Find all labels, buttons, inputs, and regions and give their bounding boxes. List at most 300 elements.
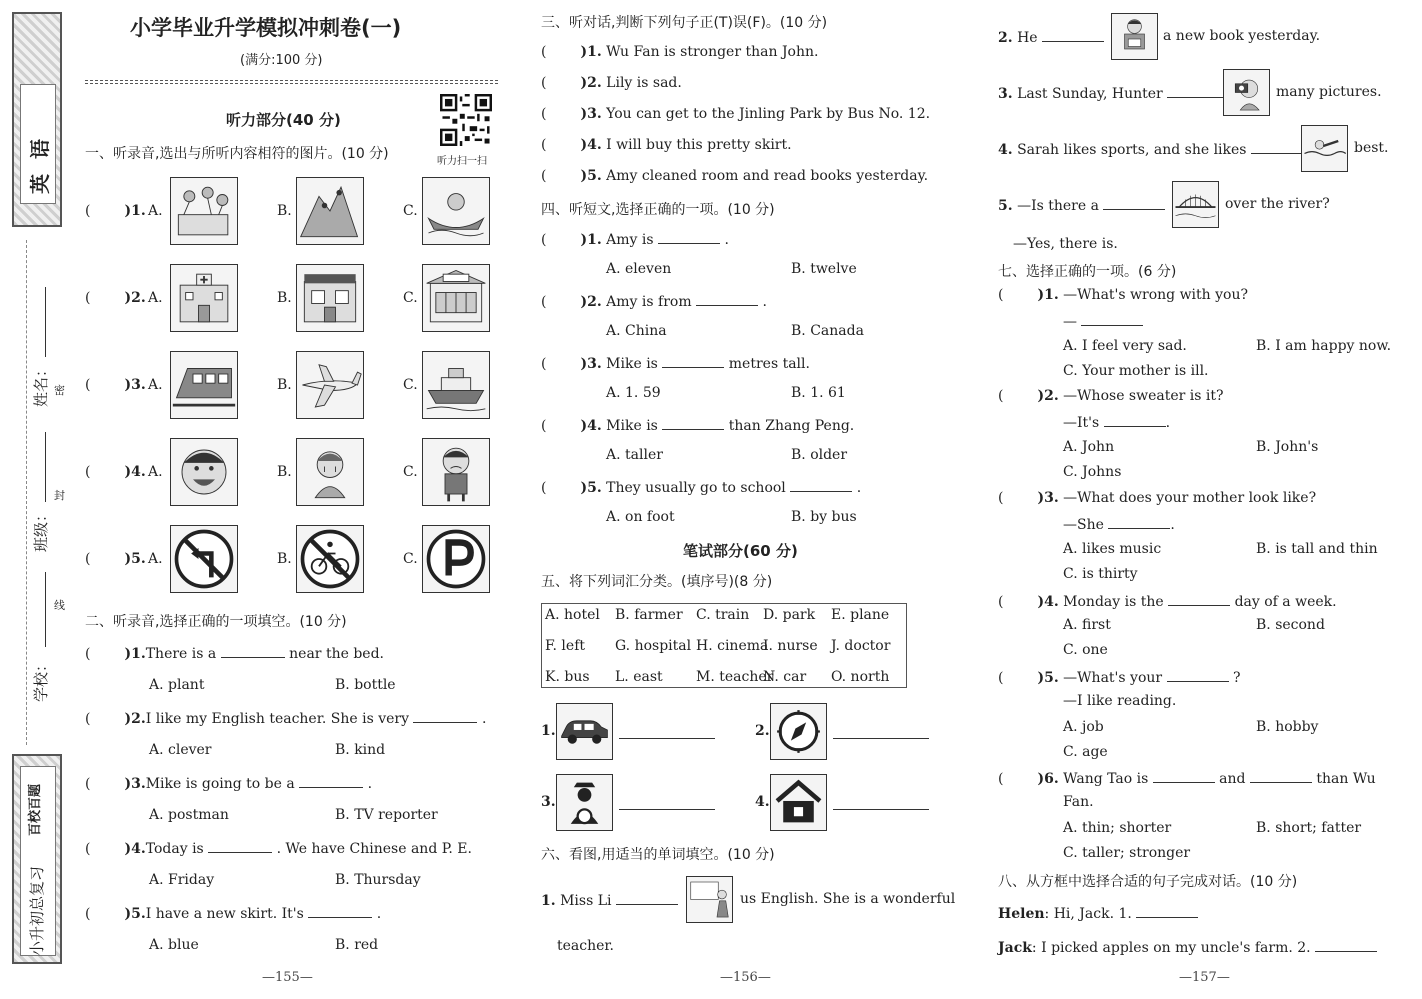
no-bicycle-icon[interactable] bbox=[296, 525, 364, 593]
answer-blank[interactable] bbox=[1108, 515, 1170, 529]
part7-question-5 bbox=[998, 668, 1241, 686]
part4-question-1 bbox=[541, 230, 729, 248]
vocab-word: E. plane bbox=[831, 607, 890, 623]
option-c[interactable]: C. Johns bbox=[1063, 464, 1122, 480]
part2-question-5 bbox=[85, 904, 381, 922]
question-text: I like my English teacher. She is very bbox=[145, 711, 410, 727]
option-label: C. bbox=[403, 551, 418, 567]
answer-prompt: Fan. bbox=[1063, 794, 1094, 810]
no-left-turn-icon[interactable] bbox=[170, 525, 238, 593]
option-a[interactable]: A. I feel very sad. bbox=[1063, 338, 1187, 354]
option-b[interactable]: B. John's bbox=[1256, 439, 1319, 455]
option-label: B. bbox=[277, 377, 292, 393]
option-b[interactable]: B. Canada bbox=[791, 323, 864, 339]
page-number-155: —155— bbox=[262, 970, 313, 985]
option-b[interactable]: B. twelve bbox=[791, 261, 857, 277]
question-second-line bbox=[1063, 413, 1170, 431]
car-icon bbox=[556, 703, 613, 760]
part3-question-5 bbox=[541, 168, 928, 184]
part4-question-3 bbox=[541, 354, 810, 372]
question-text-end: . bbox=[481, 711, 487, 727]
plane-icon[interactable] bbox=[296, 351, 364, 419]
classroom-icon[interactable] bbox=[170, 177, 238, 245]
question-text: —Whose sweater is it? bbox=[1063, 388, 1224, 404]
part1-question-2 bbox=[85, 290, 146, 306]
question-text-end: than Wu bbox=[1316, 771, 1376, 787]
question-text: Last Sunday, Hunter bbox=[1017, 86, 1163, 102]
question-text-end: than Zhang Peng. bbox=[728, 418, 855, 434]
question-text: I have a new skirt. It's bbox=[145, 906, 304, 922]
question-text-end: . We have Chinese and P. E. bbox=[276, 841, 472, 857]
seal-mark-1: 密 bbox=[54, 384, 65, 397]
part6-question-2 bbox=[998, 28, 1104, 46]
question-text: Amy is bbox=[606, 232, 654, 248]
question-text-end: ? bbox=[1233, 670, 1241, 686]
answer-paren[interactable]: ( bbox=[85, 841, 91, 857]
question-text: Today is bbox=[145, 841, 204, 857]
vocab-word: C. train bbox=[696, 607, 750, 623]
part7-question-2 bbox=[998, 388, 1224, 404]
option-label: A. bbox=[148, 464, 163, 480]
answer-prompt: —She bbox=[1063, 517, 1104, 533]
option-label: A. bbox=[148, 290, 163, 306]
part4-question-5 bbox=[541, 478, 861, 496]
option-c[interactable]: C. one bbox=[1063, 642, 1108, 658]
part4-question-2 bbox=[541, 292, 767, 310]
category-number: 3. bbox=[541, 794, 556, 810]
part6-question-5 bbox=[998, 196, 1165, 214]
cinema-icon[interactable] bbox=[296, 264, 364, 332]
question-number: )1. bbox=[1037, 287, 1059, 303]
question-number: )4. bbox=[580, 137, 602, 153]
answer-blank[interactable] bbox=[1153, 769, 1215, 783]
part7-heading: 七、选择正确的一项。(6 分) bbox=[998, 264, 1177, 280]
school-label: 学校： bbox=[32, 656, 50, 702]
mountain-climb-icon[interactable] bbox=[296, 177, 364, 245]
answer-blank[interactable] bbox=[208, 839, 272, 853]
house-icon bbox=[770, 774, 827, 831]
category-answer-blank[interactable] bbox=[619, 809, 715, 810]
question-text: —Is there a bbox=[1017, 198, 1099, 214]
answer-paren[interactable]: ( bbox=[541, 294, 547, 310]
question-second-line bbox=[1063, 794, 1094, 810]
vocab-word: A. hotel bbox=[545, 607, 600, 623]
part6-question-1 bbox=[541, 891, 678, 909]
dialogue-text: : I picked apples on my uncle's farm. 2. bbox=[1031, 940, 1311, 956]
answer-paren[interactable]: ( bbox=[85, 776, 91, 792]
part6-question-4 bbox=[998, 140, 1313, 158]
answer-prompt-end: . bbox=[1170, 517, 1175, 533]
question-text: —What does your mother look like? bbox=[1063, 490, 1317, 506]
part2-question-4 bbox=[85, 839, 472, 857]
question-number: )4. bbox=[124, 841, 146, 857]
option-label: B. bbox=[277, 551, 292, 567]
question-text-mid: and bbox=[1219, 771, 1246, 787]
category-number: 1. bbox=[541, 723, 556, 739]
answer-blank[interactable] bbox=[696, 292, 758, 306]
bridge-icon bbox=[1172, 181, 1219, 228]
part3-question-2 bbox=[541, 75, 682, 91]
part5-heading: 五、将下列词汇分类。(填序号)(8 分) bbox=[541, 574, 773, 590]
answer-paren[interactable]: ( bbox=[85, 290, 91, 306]
answer-blank[interactable] bbox=[1103, 196, 1165, 210]
question-number: )5. bbox=[124, 551, 146, 567]
statement-text: You can get to the Jinling Park by Bus No. 12. bbox=[606, 106, 931, 122]
answer-paren[interactable]: ( bbox=[541, 137, 547, 153]
question-number: 5. bbox=[998, 198, 1013, 214]
question-text: Mike is going to be a bbox=[145, 776, 295, 792]
option-label: B. bbox=[277, 464, 292, 480]
question-number: )5. bbox=[124, 906, 146, 922]
category-number: 2. bbox=[755, 723, 770, 739]
answer-paren[interactable]: ( bbox=[541, 356, 547, 372]
happy-boy-icon[interactable] bbox=[170, 438, 238, 506]
answer-paren[interactable]: ( bbox=[85, 377, 91, 393]
question-text: Wang Tao is bbox=[1063, 771, 1149, 787]
vocab-word: H. cinema bbox=[696, 638, 769, 654]
answer-paren[interactable]: ( bbox=[541, 106, 547, 122]
question-text-end: day of a week. bbox=[1234, 594, 1337, 610]
part6-heading: 六、看图,用适当的单词填空。(10 分) bbox=[541, 847, 775, 863]
answer-blank[interactable] bbox=[1167, 668, 1229, 682]
question-number: )2. bbox=[124, 711, 146, 727]
question-number: )4. bbox=[1037, 594, 1059, 610]
category-number: 4. bbox=[755, 794, 770, 810]
vocab-word: F. left bbox=[545, 638, 586, 654]
answer-paren[interactable]: ( bbox=[541, 418, 547, 434]
part3-question-4 bbox=[541, 137, 792, 153]
hospital-icon[interactable] bbox=[170, 264, 238, 332]
question-number: )2. bbox=[580, 75, 602, 91]
vocab-word: N. car bbox=[763, 669, 807, 685]
option-label: B. bbox=[277, 203, 292, 219]
dialogue-line bbox=[998, 904, 1198, 922]
answer-paren[interactable]: ( bbox=[541, 480, 547, 496]
name-label: 姓名： bbox=[32, 361, 50, 407]
category-answer-blank[interactable] bbox=[619, 738, 715, 739]
question-number: )5. bbox=[580, 480, 602, 496]
option-label: C. bbox=[403, 464, 418, 480]
part2-heading: 二、听录音,选择正确的一项填空。(10 分) bbox=[85, 614, 347, 630]
question-number: )5. bbox=[1037, 670, 1059, 686]
question-text-end: over the river? bbox=[1225, 196, 1330, 212]
part4-question-4 bbox=[541, 416, 854, 434]
part1-heading: 一、听录音,选出与所听内容相符的图片。(10 分) bbox=[85, 146, 389, 162]
question-text-end: . bbox=[762, 294, 767, 310]
option-a[interactable]: A. blue bbox=[149, 937, 199, 953]
bookstore-icon[interactable] bbox=[422, 264, 490, 332]
option-a[interactable]: A. eleven bbox=[606, 261, 672, 277]
option-a[interactable]: A. John bbox=[1063, 439, 1115, 455]
category-answer-blank[interactable] bbox=[833, 738, 929, 739]
speaker-name: Jack bbox=[998, 940, 1032, 956]
statement-text: Lily is sad. bbox=[606, 75, 682, 91]
question-text: He bbox=[1017, 30, 1038, 46]
statement-text: I will buy this pretty skirt. bbox=[606, 137, 792, 153]
page-number-156: —156— bbox=[720, 970, 771, 985]
question-second-line bbox=[1063, 693, 1176, 709]
question-text: Miss Li bbox=[560, 893, 612, 909]
answer-paren[interactable]: ( bbox=[541, 232, 547, 248]
question-text: They usually go to school bbox=[606, 480, 786, 496]
vocab-word: G. hospital bbox=[615, 638, 692, 654]
ship-icon[interactable] bbox=[422, 351, 490, 419]
page-number-157: —157— bbox=[1179, 970, 1230, 985]
answer-paren[interactable]: ( bbox=[541, 168, 547, 184]
part4-heading: 四、听短文,选择正确的一项。(10 分) bbox=[541, 202, 775, 218]
answer-blank[interactable] bbox=[221, 644, 285, 658]
qr-code-icon[interactable] bbox=[440, 94, 492, 146]
option-a[interactable]: A. thin; shorter bbox=[1063, 820, 1172, 836]
question-second-line bbox=[1063, 515, 1175, 533]
subject-tab bbox=[12, 12, 62, 227]
question-number: )5. bbox=[580, 168, 602, 184]
answer-blank[interactable] bbox=[299, 774, 363, 788]
option-b[interactable]: B. second bbox=[1256, 617, 1325, 633]
option-b[interactable]: B. Thursday bbox=[335, 872, 421, 888]
answer-prompt: —I like reading. bbox=[1063, 693, 1177, 709]
answer-paren[interactable]: ( bbox=[541, 44, 547, 60]
category-answer-blank[interactable] bbox=[833, 809, 929, 810]
option-label: C. bbox=[403, 290, 418, 306]
part7-question-4 bbox=[998, 592, 1337, 610]
dialogue-line bbox=[998, 938, 1377, 956]
option-a[interactable]: A. on foot bbox=[606, 509, 675, 525]
question-text-end: many pictures. bbox=[1276, 84, 1382, 100]
camera-man-icon bbox=[1223, 69, 1270, 116]
part1-question-5 bbox=[85, 551, 146, 567]
vocab-word: I. nurse bbox=[763, 638, 818, 654]
part2-question-3 bbox=[85, 774, 372, 792]
option-b[interactable]: B. I am happy now. bbox=[1256, 338, 1392, 354]
option-b[interactable]: B. older bbox=[791, 447, 848, 463]
question-text: There is a bbox=[145, 646, 217, 662]
option-b[interactable]: B. bottle bbox=[335, 677, 396, 693]
part7-question-3 bbox=[998, 490, 1316, 506]
option-b[interactable]: B. is tall and thin bbox=[1256, 541, 1378, 557]
option-label: C. bbox=[403, 377, 418, 393]
question-text: —What's your bbox=[1063, 670, 1163, 686]
seal-mark-2: 封 bbox=[54, 489, 65, 502]
qr-label: 听力扫一扫 bbox=[437, 156, 487, 167]
option-a[interactable]: A. likes music bbox=[1063, 541, 1162, 557]
listening-title: 听力部分(40 分) bbox=[226, 111, 341, 129]
option-b[interactable]: B. by bus bbox=[791, 509, 857, 525]
part6-question-3 bbox=[998, 84, 1227, 102]
answer-blank[interactable] bbox=[308, 904, 372, 918]
book-tab bbox=[12, 754, 62, 964]
option-b[interactable]: B. hobby bbox=[1256, 719, 1319, 735]
compass-icon bbox=[770, 703, 827, 760]
option-a[interactable]: A. clever bbox=[149, 742, 212, 758]
option-a[interactable]: A. Friday bbox=[149, 872, 215, 888]
reading-boy-icon bbox=[1111, 13, 1158, 60]
option-b[interactable]: B. red bbox=[335, 937, 379, 953]
option-a[interactable]: A. postman bbox=[149, 807, 229, 823]
question-number: )3. bbox=[580, 106, 602, 122]
option-label: B. bbox=[277, 290, 292, 306]
question-text: Amy is from bbox=[606, 294, 692, 310]
option-label: C. bbox=[403, 203, 418, 219]
answer-prompt: —It's bbox=[1063, 415, 1100, 431]
option-c[interactable]: C. age bbox=[1063, 744, 1108, 760]
vocab-word: K. bus bbox=[545, 669, 590, 685]
question-text-end: best. bbox=[1354, 140, 1389, 156]
binding-sidebar bbox=[12, 12, 65, 956]
answer-blank[interactable] bbox=[658, 230, 720, 244]
train-icon[interactable] bbox=[170, 351, 238, 419]
question-text-end: . bbox=[724, 232, 729, 248]
option-c[interactable]: C. Your mother is ill. bbox=[1063, 363, 1209, 379]
question-number: )2. bbox=[1037, 388, 1059, 404]
book-tag: 百校百题 bbox=[28, 783, 43, 836]
answer-blank[interactable] bbox=[1168, 592, 1230, 606]
boat-icon[interactable] bbox=[422, 177, 490, 245]
option-c[interactable]: C. is thirty bbox=[1063, 566, 1138, 582]
option-b[interactable]: B. kind bbox=[335, 742, 386, 758]
option-c[interactable]: C. taller; stronger bbox=[1063, 845, 1191, 861]
statement-text: Amy cleaned room and read books yesterday. bbox=[606, 168, 929, 184]
dialogue-text: : Hi, Jack. 1. bbox=[1044, 906, 1132, 922]
part7-question-6 bbox=[998, 769, 1376, 787]
part1-question-1 bbox=[85, 203, 146, 219]
question-second-line bbox=[1063, 312, 1143, 330]
question-number: )2. bbox=[124, 290, 146, 306]
part1-question-3 bbox=[85, 377, 146, 393]
answer-blank[interactable] bbox=[1042, 28, 1104, 42]
answer-line: —Yes, there is. bbox=[1013, 236, 1118, 252]
answer-paren[interactable]: ( bbox=[85, 464, 91, 480]
answer-paren[interactable]: ( bbox=[998, 490, 1004, 506]
option-a[interactable]: A. first bbox=[1063, 617, 1111, 633]
vocab-word: B. farmer bbox=[615, 607, 683, 623]
page-title: 小学毕业升学模拟冲刺卷(一) bbox=[130, 16, 402, 40]
question-number: )1. bbox=[580, 44, 602, 60]
answer-blank[interactable] bbox=[1136, 904, 1198, 918]
question-text-end: . bbox=[856, 480, 862, 496]
answer-blank[interactable] bbox=[1250, 769, 1312, 783]
answer-prompt-end: . bbox=[1165, 415, 1171, 431]
question-text-end: . bbox=[367, 776, 373, 792]
answer-paren[interactable]: ( bbox=[85, 906, 91, 922]
swimming-icon bbox=[1301, 125, 1348, 172]
option-a[interactable]: A. job bbox=[1063, 719, 1104, 735]
subject-label: 英 语 bbox=[28, 135, 52, 194]
question-continuation: teacher. bbox=[557, 938, 615, 954]
answer-paren[interactable]: ( bbox=[998, 388, 1004, 404]
part3-question-3 bbox=[541, 106, 930, 122]
question-number: )3. bbox=[124, 377, 146, 393]
speaker-name: Helen bbox=[998, 906, 1045, 922]
answer-blank[interactable] bbox=[1104, 413, 1166, 427]
option-label: A. bbox=[148, 551, 163, 567]
part2-question-2 bbox=[85, 709, 486, 727]
answer-paren[interactable]: ( bbox=[998, 287, 1004, 303]
answer-prompt: — bbox=[1063, 314, 1077, 330]
statement-text: Wu Fan is stronger than John. bbox=[606, 44, 819, 60]
question-number: )1. bbox=[580, 232, 602, 248]
question-text: Monday is the bbox=[1063, 594, 1164, 610]
question-number: )6. bbox=[1037, 771, 1059, 787]
answer-paren[interactable]: ( bbox=[85, 646, 91, 662]
part2-question-1 bbox=[85, 644, 384, 662]
question-text-end: metres tall. bbox=[728, 356, 810, 372]
question-number: )4. bbox=[580, 418, 602, 434]
answer-blank[interactable] bbox=[790, 478, 852, 492]
question-number: )3. bbox=[124, 776, 146, 792]
answer-paren[interactable]: ( bbox=[998, 594, 1004, 610]
question-number: 4. bbox=[998, 142, 1013, 158]
question-text-end: a new book yesterday. bbox=[1163, 28, 1321, 44]
question-number: )1. bbox=[124, 646, 146, 662]
question-text-end: us English. She is a wonderful bbox=[740, 891, 956, 907]
vocab-word: L. east bbox=[615, 669, 663, 685]
vocab-word: D. park bbox=[763, 607, 816, 623]
question-number: )4. bbox=[124, 464, 146, 480]
seal-mark-3: 线 bbox=[54, 599, 65, 612]
option-b[interactable]: B. 1. 61 bbox=[791, 385, 846, 401]
question-number: 3. bbox=[998, 86, 1013, 102]
answer-blank[interactable] bbox=[662, 354, 724, 368]
title-divider bbox=[85, 80, 498, 84]
answer-blank[interactable] bbox=[662, 416, 724, 430]
vocab-word: O. north bbox=[831, 669, 890, 685]
class-label: 班级： bbox=[32, 506, 50, 552]
question-number: )3. bbox=[1037, 490, 1059, 506]
answer-paren[interactable]: ( bbox=[85, 551, 91, 567]
answer-blank[interactable] bbox=[413, 709, 477, 723]
question-text: Sarah likes sports, and she likes bbox=[1017, 142, 1247, 158]
vocab-word: M. teacher bbox=[696, 669, 774, 685]
answer-blank[interactable] bbox=[616, 891, 678, 905]
book-title: 小升初总复习 bbox=[28, 865, 46, 956]
teacher-board-icon bbox=[686, 876, 733, 923]
part1-question-4 bbox=[85, 464, 146, 480]
vocab-word: J. doctor bbox=[831, 638, 891, 654]
option-b[interactable]: B. short; fatter bbox=[1256, 820, 1362, 836]
answer-blank[interactable] bbox=[1167, 84, 1227, 98]
option-label: A. bbox=[148, 203, 163, 219]
question-number: )1. bbox=[124, 203, 146, 219]
option-a[interactable]: A. plant bbox=[149, 677, 205, 693]
option-a[interactable]: A. China bbox=[606, 323, 667, 339]
question-number: )3. bbox=[580, 356, 602, 372]
answer-blank[interactable] bbox=[1081, 312, 1143, 326]
question-text-end: near the bed. bbox=[289, 646, 384, 662]
answer-paren[interactable]: ( bbox=[998, 670, 1004, 686]
answer-paren[interactable]: ( bbox=[85, 711, 91, 727]
answer-paren[interactable]: ( bbox=[541, 75, 547, 91]
answer-paren[interactable]: ( bbox=[85, 203, 91, 219]
sad-boy-icon[interactable] bbox=[422, 438, 490, 506]
option-a[interactable]: A. 1. 59 bbox=[606, 385, 661, 401]
crying-girl-icon[interactable] bbox=[296, 438, 364, 506]
question-text: Mike is bbox=[606, 356, 658, 372]
full-score: (满分:100 分) bbox=[240, 53, 323, 68]
part3-heading: 三、听对话,判断下列句子正(T)误(F)。(10 分) bbox=[541, 15, 828, 31]
answer-blank[interactable] bbox=[1315, 938, 1377, 952]
option-b[interactable]: B. TV reporter bbox=[335, 807, 438, 823]
question-text-end: . bbox=[376, 906, 382, 922]
question-number: 2. bbox=[998, 30, 1013, 46]
option-label: A. bbox=[148, 377, 163, 393]
part3-question-1 bbox=[541, 44, 818, 60]
option-a[interactable]: A. taller bbox=[606, 447, 663, 463]
written-title: 笔试部分(60 分) bbox=[683, 542, 798, 560]
parking-icon[interactable] bbox=[422, 525, 490, 593]
answer-paren[interactable]: ( bbox=[998, 771, 1004, 787]
question-number: )2. bbox=[580, 294, 602, 310]
